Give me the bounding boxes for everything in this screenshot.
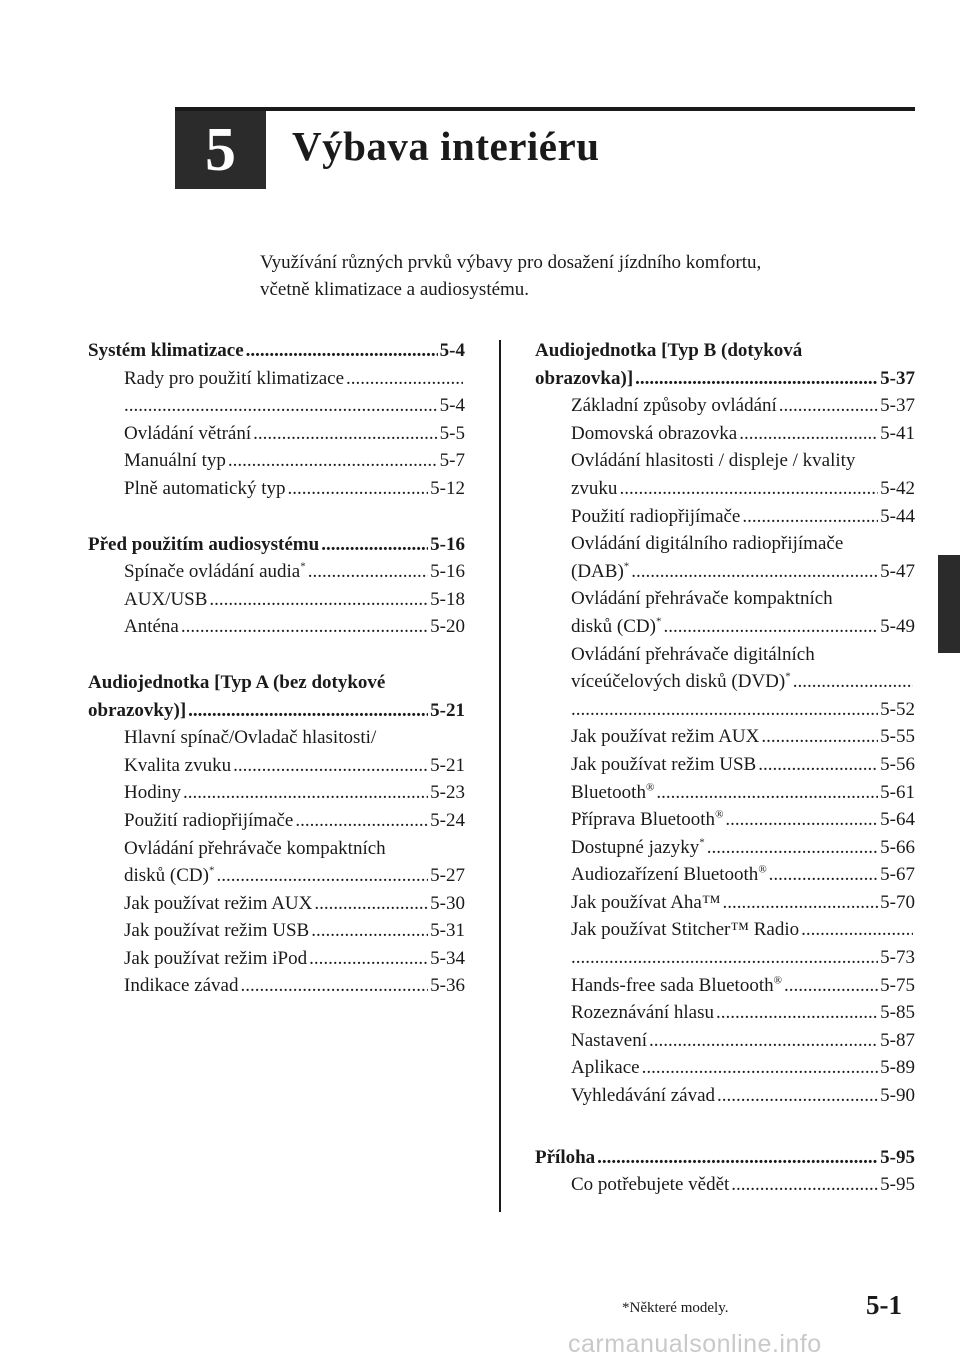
toc-item[interactable]: Manuální typ ..... 5-7 <box>88 450 465 478</box>
toc-item[interactable]: Aplikace ..... 5-89 <box>535 1057 915 1085</box>
toc-item-line[interactable]: Ovládání digitálního radiopřijímače <box>571 533 844 555</box>
toc-section-title[interactable]: Audiojednotka [Typ A (bez dotykové <box>88 671 386 693</box>
toc-item[interactable]: ..... 5-52 <box>535 699 915 727</box>
toc-item[interactable]: Indikace závad ..... 5-36 <box>88 975 465 1003</box>
toc-section[interactable]: obrazovka)] ..... 5-37 <box>535 368 915 396</box>
toc-section[interactable]: Příloha ..... 5-95 <box>535 1147 915 1175</box>
footnote: *Některé modely. <box>622 1300 729 1316</box>
toc-item[interactable]: Použití radiopřijímače ..... 5-24 <box>88 810 465 838</box>
toc-item[interactable]: Jak používat režim AUX ..... 5-30 <box>88 893 465 921</box>
toc-item[interactable]: Vyhledávání závad ..... 5-90 <box>535 1085 915 1113</box>
toc-item-line[interactable]: Ovládání hlasitosti / displeje / kvality <box>571 450 856 472</box>
chapter-number: 5 <box>205 115 236 184</box>
chapter-number-box <box>175 111 266 189</box>
toc-item[interactable]: Audiozařízení Bluetooth® ..... 5-67 <box>535 864 915 892</box>
toc-item[interactable]: Bluetooth® ..... 5-61 <box>535 782 915 810</box>
toc-item-line[interactable]: Ovládání přehrávače digitálních <box>571 643 815 665</box>
toc-item[interactable]: Základní způsoby ovládání ..... 5-37 <box>535 395 915 423</box>
watermark: carmanualsonline.info <box>568 1330 822 1358</box>
intro-line: Využívání různých prvků výbavy pro dosažení jízdního komfortu, <box>260 252 762 273</box>
toc-left-column <box>88 340 465 1003</box>
toc-section[interactable]: Před použitím audiosystému ..... 5-16 <box>88 534 465 562</box>
toc-item[interactable]: Jak používat režim USB ..... 5-31 <box>88 920 465 948</box>
toc-item[interactable]: Domovská obrazovka ..... 5-41 <box>535 423 915 451</box>
chapter-rule <box>175 107 915 111</box>
toc-item[interactable]: ..... 5-4 <box>88 395 465 423</box>
toc-item[interactable]: Co potřebujete vědět ..... 5-95 <box>535 1174 915 1202</box>
toc-item[interactable]: ..... 5-73 <box>535 947 915 975</box>
toc-item[interactable]: Jak používat Stitcher™ Radio ..... <box>535 919 915 947</box>
toc-item[interactable]: Jak používat režim USB ..... 5-56 <box>535 754 915 782</box>
toc-item[interactable]: Ovládání větrání ..... 5-5 <box>88 423 465 451</box>
chapter-intro <box>260 249 761 303</box>
toc-item[interactable]: Rady pro použití klimatizace ..... <box>88 368 465 396</box>
toc-item[interactable]: Jak používat Aha™ ..... 5-70 <box>535 892 915 920</box>
toc-section-title[interactable]: Audiojednotka [Typ B (dotyková <box>535 340 803 361</box>
toc-section[interactable]: obrazovky)] ..... 5-21 <box>88 700 465 728</box>
toc-item[interactable]: AUX/USB ..... 5-18 <box>88 589 465 617</box>
toc-item[interactable]: Jak používat režim AUX ..... 5-55 <box>535 726 915 754</box>
toc-item[interactable]: Použití radiopřijímače ..... 5-44 <box>535 506 915 534</box>
toc-section[interactable]: Systém klimatizace ..... 5-4 <box>88 340 465 368</box>
column-divider <box>499 340 501 1212</box>
toc-item[interactable]: (DAB)* ..... 5-47 <box>535 561 915 589</box>
toc-item[interactable]: Nastavení ..... 5-87 <box>535 1030 915 1058</box>
toc-item[interactable]: Spínače ovládání audia* ..... 5-16 <box>88 561 465 589</box>
page-number: 5-1 <box>866 1290 902 1320</box>
toc-item[interactable]: Anténa ..... 5-20 <box>88 616 465 644</box>
toc-item[interactable]: Plně automatický typ ..... 5-12 <box>88 478 465 506</box>
toc-item[interactable]: Kvalita zvuku ..... 5-21 <box>88 755 465 783</box>
toc-item-line[interactable]: Ovládání přehrávače kompaktních <box>571 588 833 610</box>
toc-item[interactable]: Hands-free sada Bluetooth® ..... 5-75 <box>535 975 915 1003</box>
toc-item[interactable]: Příprava Bluetooth® ..... 5-64 <box>535 809 915 837</box>
toc-item[interactable]: Jak používat režim iPod ..... 5-34 <box>88 948 465 976</box>
toc-item[interactable]: zvuku ..... 5-42 <box>535 478 915 506</box>
toc-item[interactable]: Dostupné jazyky* ..... 5-66 <box>535 837 915 865</box>
toc-item-line[interactable]: Ovládání přehrávače kompaktních <box>124 837 386 859</box>
toc-item-line[interactable]: Hlavní spínač/Ovladač hlasitosti/ <box>124 727 377 749</box>
toc-item[interactable]: disků (CD)* ..... 5-27 <box>88 865 465 893</box>
toc-item[interactable]: Hodiny ..... 5-23 <box>88 782 465 810</box>
toc-item[interactable]: disků (CD)* ..... 5-49 <box>535 616 915 644</box>
chapter-title: Výbava interiéru <box>292 123 600 169</box>
chapter-tab-marker <box>938 555 960 653</box>
toc-right-column <box>535 340 915 1202</box>
toc-item[interactable]: Rozeznávání hlasu ..... 5-85 <box>535 1002 915 1030</box>
intro-line: včetně klimatizace a audiosystému. <box>260 279 530 300</box>
toc-item[interactable]: víceúčelových disků (DVD)* ..... <box>535 671 915 699</box>
